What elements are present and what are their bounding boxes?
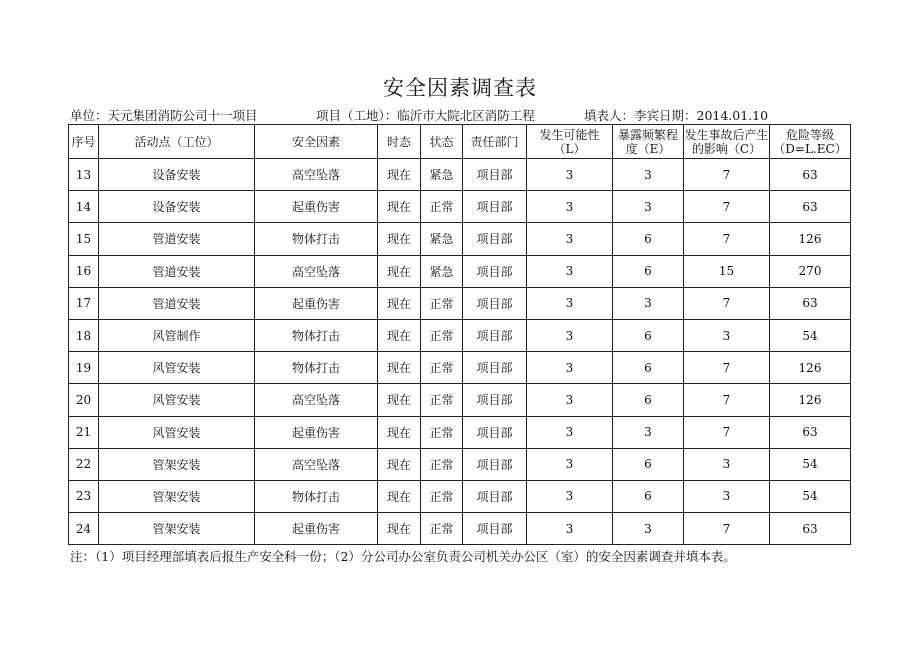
cell-likelihood: 3 [527,480,613,512]
cell-likelihood: 3 [527,287,613,319]
cell-exposure: 6 [613,480,684,512]
cell-exposure: 3 [613,416,684,448]
cell-factor: 物体打击 [255,223,378,255]
table-row [69,416,851,448]
table-row [69,287,851,319]
cell-risk: 126 [770,223,851,255]
cell-tense: 现在 [378,319,421,351]
cell-seq: 21 [69,416,99,448]
cell-likelihood: 3 [527,159,613,191]
cell-factor: 起重伤害 [255,191,378,223]
cell-activity: 设备安装 [99,159,255,191]
cell-state: 正常 [421,384,463,416]
cell-dept: 项目部 [463,319,527,351]
cell-dept: 项目部 [463,513,527,545]
cell-likelihood: 3 [527,191,613,223]
cell-risk: 126 [770,352,851,384]
cell-factor: 高空坠落 [255,255,378,287]
cell-factor: 物体打击 [255,319,378,351]
table-row [69,384,851,416]
cell-risk: 126 [770,384,851,416]
cell-exposure: 6 [613,384,684,416]
cell-tense: 现在 [378,191,421,223]
cell-exposure: 6 [613,448,684,480]
cell-factor: 起重伤害 [255,416,378,448]
cell-factor: 物体打击 [255,480,378,512]
cell-seq: 19 [69,352,99,384]
cell-activity: 风管安装 [99,352,255,384]
cell-seq: 23 [69,480,99,512]
cell-risk: 63 [770,191,851,223]
cell-risk: 54 [770,319,851,351]
cell-state: 正常 [421,513,463,545]
cell-likelihood: 3 [527,255,613,287]
cell-tense: 现在 [378,416,421,448]
table-row [69,352,851,384]
cell-state: 正常 [421,287,463,319]
cell-tense: 现在 [378,255,421,287]
cell-risk: 54 [770,448,851,480]
cell-state: 紧急 [421,159,463,191]
cell-risk: 63 [770,416,851,448]
cell-risk: 54 [770,480,851,512]
cell-exposure: 6 [613,319,684,351]
cell-state: 正常 [421,448,463,480]
project-label: 项目（工地）：临沂市大院北区消防工程 [316,108,535,123]
cell-consequence: 7 [684,159,770,191]
cell-risk: 270 [770,255,851,287]
cell-exposure: 3 [613,159,684,191]
cell-factor: 高空坠落 [255,384,378,416]
cell-factor: 高空坠落 [255,448,378,480]
cell-exposure: 6 [613,352,684,384]
header-factor: 安全因素 [255,125,378,159]
cell-consequence: 3 [684,448,770,480]
cell-likelihood: 3 [527,448,613,480]
table-row [69,319,851,351]
filler-date-label: 填表人：李宾日期：2014.01.10 [584,108,769,123]
cell-factor: 起重伤害 [255,287,378,319]
cell-consequence: 7 [684,287,770,319]
header-state: 状态 [421,125,463,159]
cell-seq: 18 [69,319,99,351]
cell-dept: 项目部 [463,191,527,223]
table-row [69,223,851,255]
table-row [69,480,851,512]
cell-activity: 管道安装 [99,255,255,287]
cell-consequence: 3 [684,480,770,512]
cell-dept: 项目部 [463,352,527,384]
document-title: 安全因素调查表 [383,76,537,100]
cell-seq: 15 [69,223,99,255]
cell-dept: 项目部 [463,384,527,416]
cell-dept: 项目部 [463,416,527,448]
header-seq: 序号 [69,125,99,159]
cell-risk: 63 [770,287,851,319]
footnote: 注：（1）项目经理部填表后报生产安全科一份；（2）分公司办公室负责公司机关办公区（室）的安全因素调查并填本表。 [70,549,736,564]
cell-state: 紧急 [421,255,463,287]
cell-activity: 风管安装 [99,416,255,448]
cell-likelihood: 3 [527,384,613,416]
cell-exposure: 6 [613,255,684,287]
table-row [69,191,851,223]
cell-activity: 风管安装 [99,384,255,416]
header-exposure: 暴露频繁程度（E） [613,125,684,159]
cell-consequence: 3 [684,319,770,351]
cell-dept: 项目部 [463,448,527,480]
cell-dept: 项目部 [463,480,527,512]
cell-tense: 现在 [378,384,421,416]
cell-activity: 管架安装 [99,513,255,545]
cell-exposure: 3 [613,513,684,545]
cell-consequence: 7 [684,191,770,223]
cell-consequence: 7 [684,352,770,384]
cell-state: 紧急 [421,223,463,255]
cell-seq: 14 [69,191,99,223]
cell-likelihood: 3 [527,319,613,351]
cell-factor: 物体打击 [255,352,378,384]
cell-consequence: 7 [684,384,770,416]
cell-seq: 16 [69,255,99,287]
cell-state: 正常 [421,352,463,384]
table-row [69,513,851,545]
cell-likelihood: 3 [527,223,613,255]
cell-dept: 项目部 [463,159,527,191]
cell-consequence: 7 [684,513,770,545]
cell-dept: 项目部 [463,255,527,287]
cell-consequence: 7 [684,416,770,448]
cell-activity: 管道安装 [99,287,255,319]
cell-tense: 现在 [378,159,421,191]
header-dept: 责任部门 [463,125,527,159]
cell-activity: 管架安装 [99,480,255,512]
cell-exposure: 3 [613,287,684,319]
cell-consequence: 7 [684,223,770,255]
cell-dept: 项目部 [463,223,527,255]
cell-state: 正常 [421,319,463,351]
cell-risk: 63 [770,159,851,191]
cell-tense: 现在 [378,223,421,255]
table-row [69,448,851,480]
cell-consequence: 15 [684,255,770,287]
cell-seq: 24 [69,513,99,545]
header-consequence: 发生事故后产生的影响（C） [684,125,770,159]
table-row [69,159,851,191]
cell-activity: 管道安装 [99,223,255,255]
cell-state: 正常 [421,480,463,512]
cell-state: 正常 [421,191,463,223]
cell-state: 正常 [421,416,463,448]
cell-tense: 现在 [378,352,421,384]
cell-risk: 63 [770,513,851,545]
cell-likelihood: 3 [527,416,613,448]
cell-tense: 现在 [378,448,421,480]
unit-label: 单位：天元集团消防公司十一项目 [70,108,258,123]
cell-activity: 管架安装 [99,448,255,480]
cell-activity: 设备安装 [99,191,255,223]
cell-tense: 现在 [378,480,421,512]
cell-seq: 17 [69,287,99,319]
cell-tense: 现在 [378,513,421,545]
cell-tense: 现在 [378,287,421,319]
header-row [69,125,851,159]
table-row [69,255,851,287]
cell-exposure: 3 [613,191,684,223]
safety-factor-table [68,124,851,545]
header-tense: 时态 [378,125,421,159]
cell-seq: 13 [69,159,99,191]
cell-seq: 20 [69,384,99,416]
header-activity: 活动点（工位） [99,125,255,159]
header-likelihood: 发生可能性（L） [527,125,613,159]
cell-likelihood: 3 [527,352,613,384]
cell-exposure: 6 [613,223,684,255]
cell-dept: 项目部 [463,287,527,319]
header-risk: 危险等级（D=L.EC） [770,125,851,159]
cell-factor: 高空坠落 [255,159,378,191]
cell-activity: 风管制作 [99,319,255,351]
cell-likelihood: 3 [527,513,613,545]
cell-factor: 起重伤害 [255,513,378,545]
cell-seq: 22 [69,448,99,480]
